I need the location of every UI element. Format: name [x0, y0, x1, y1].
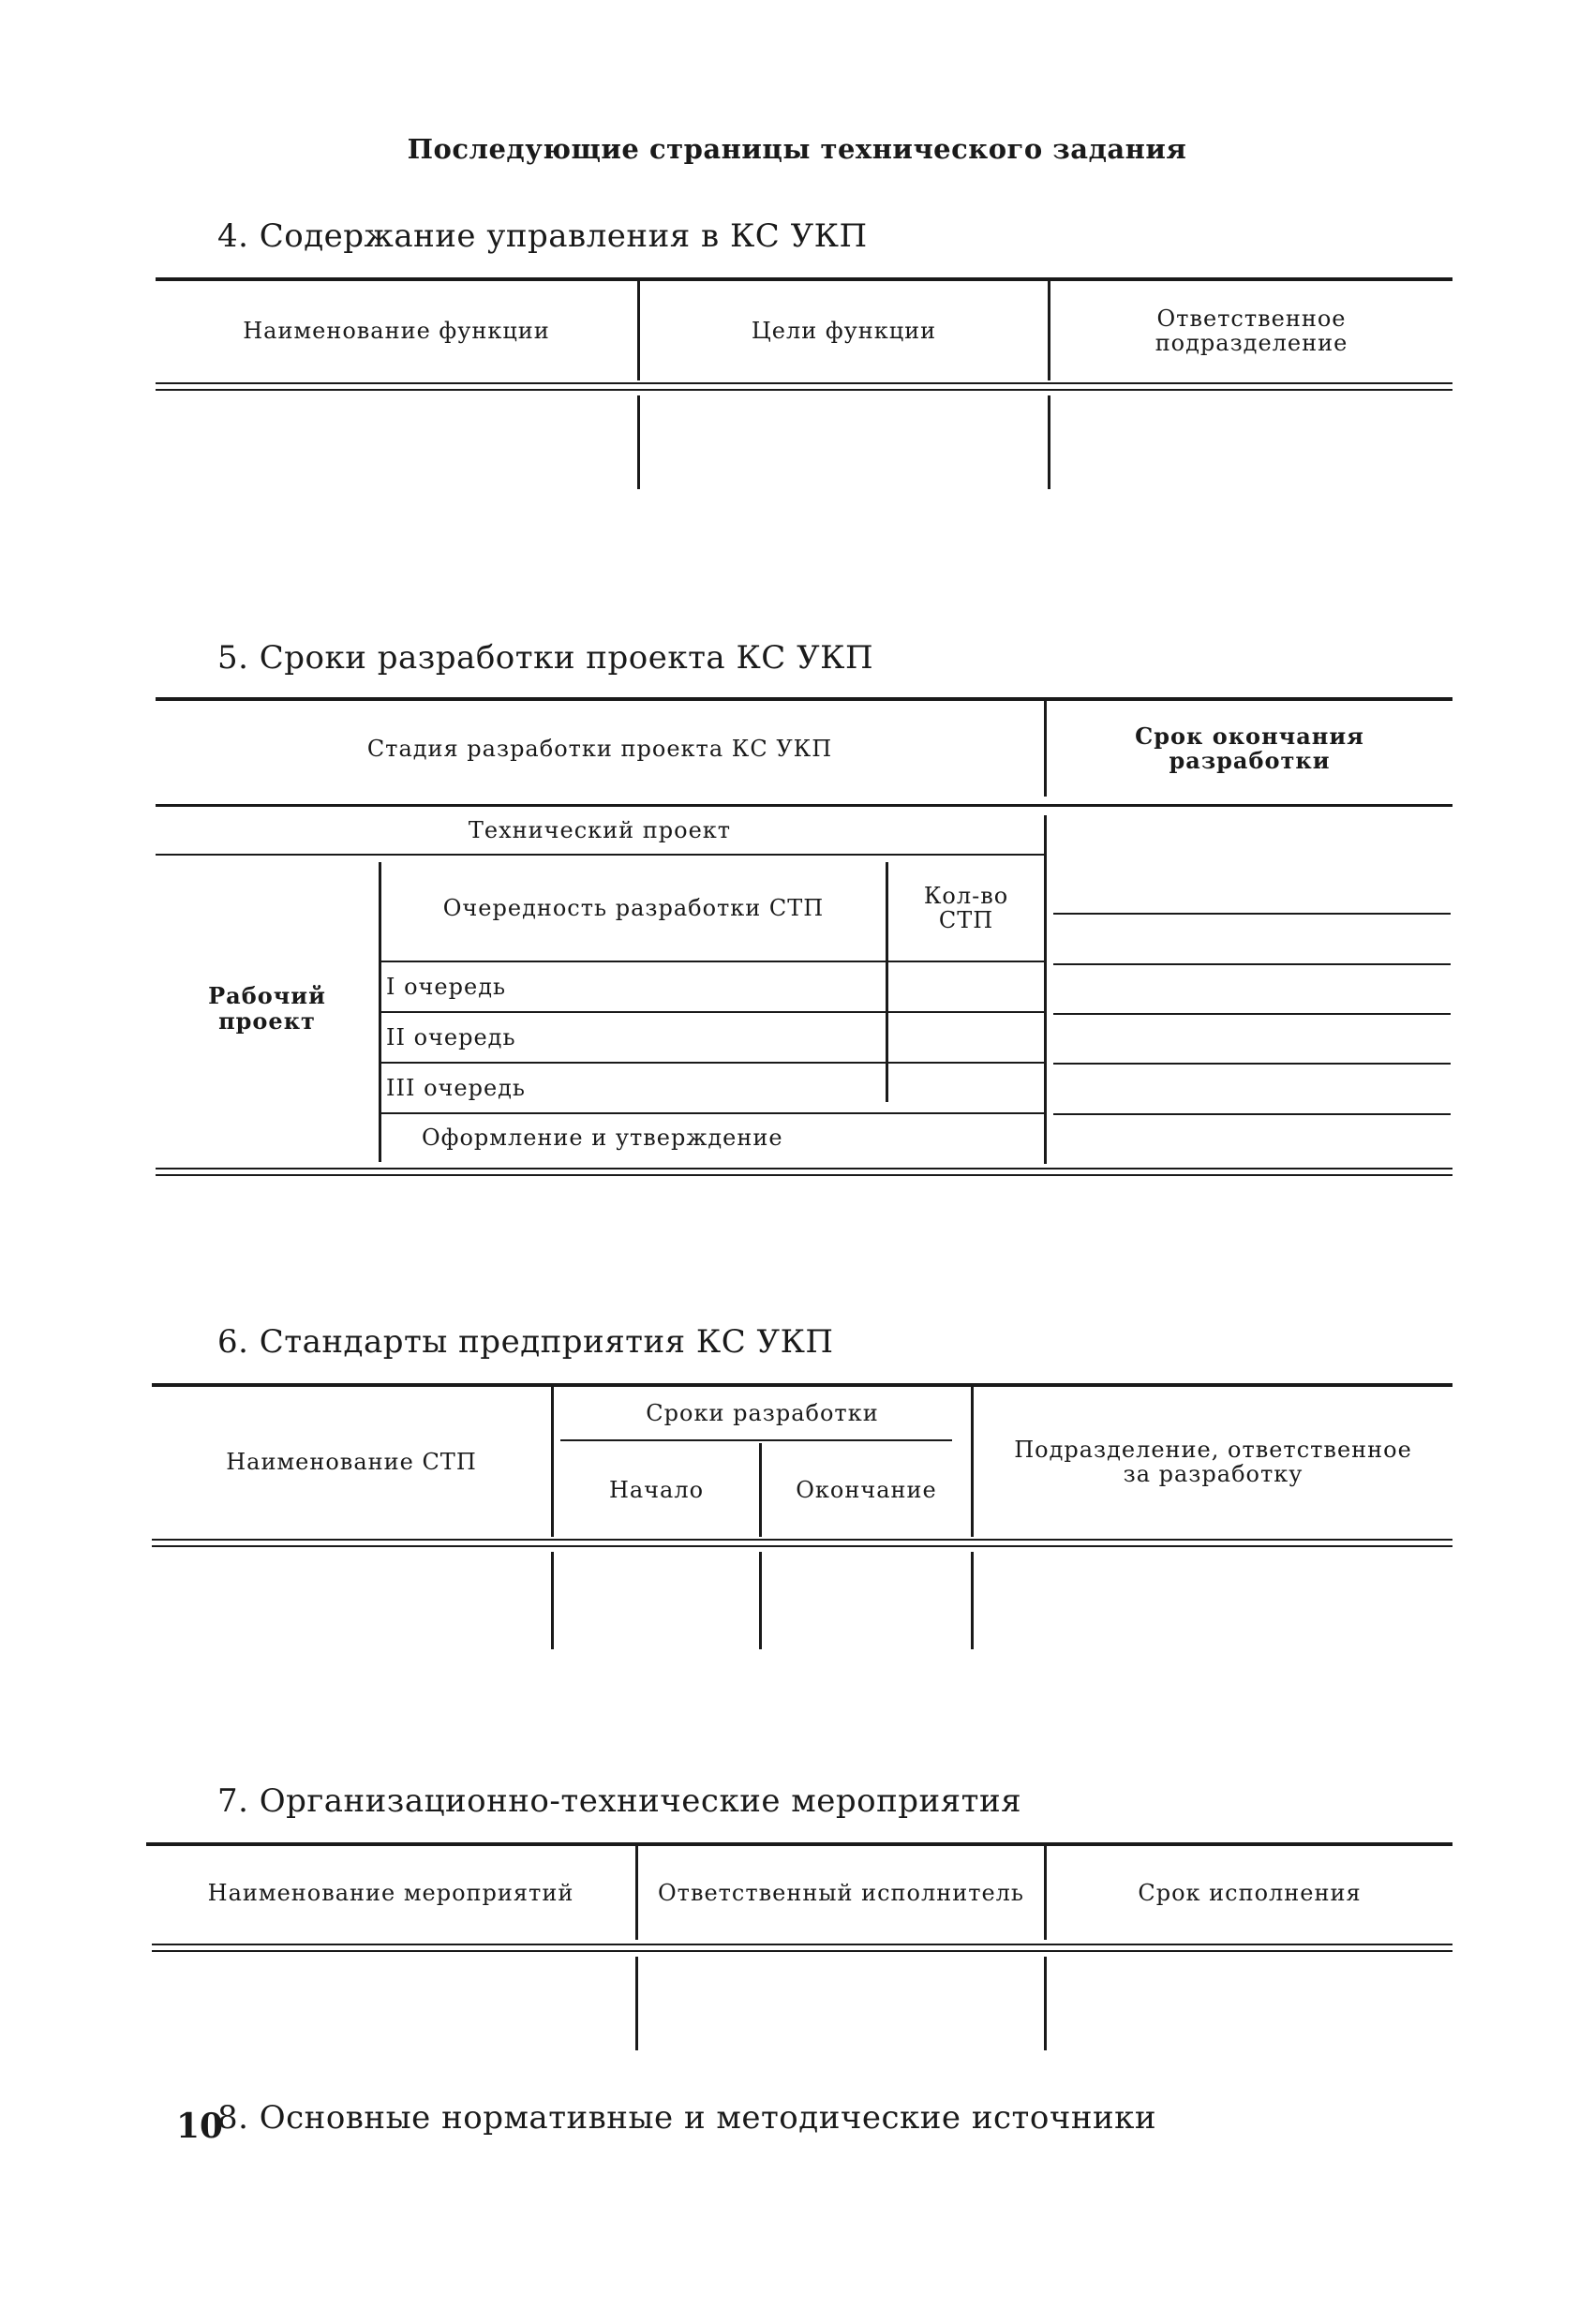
row-finalize: Оформление и утверждение	[422, 1124, 783, 1151]
row-queue-3: III очередь	[386, 1074, 526, 1101]
column-divider	[971, 1552, 974, 1649]
header-line: Ответственное	[1156, 305, 1347, 332]
page-number: 10	[176, 2107, 224, 2146]
header-queue: Очередность разработки СТП	[442, 894, 825, 921]
header-line: Кол-во	[923, 882, 1009, 909]
header-count	[888, 856, 1044, 961]
page-heading: Последующие страницы технического задания	[407, 133, 1187, 165]
header-line: разработки	[1169, 747, 1331, 774]
header-double-rule	[152, 1539, 1452, 1541]
deadline-line	[1053, 963, 1451, 965]
column-divider	[1048, 395, 1050, 489]
header-line: Срок окончания	[1135, 722, 1364, 750]
header-double-rule	[152, 1944, 1452, 1945]
header-function-name: Наименование функции	[243, 317, 550, 344]
header-stage: Стадия разработки проекта КС УКП	[366, 735, 833, 762]
column-divider	[1044, 1957, 1047, 2050]
header-stp-name: Наименование СТП	[226, 1448, 477, 1475]
header-measure-name: Наименование мероприятий	[207, 1879, 574, 1906]
row-queue-2: II очередь	[386, 1023, 516, 1050]
table-bottom-rule	[156, 1174, 1452, 1176]
deadline-line	[1053, 1013, 1451, 1015]
header-double-rule	[156, 389, 1452, 391]
section-6-title: 6. Стандарты предприятия КС УКП	[217, 1323, 834, 1361]
deadline-line	[1053, 1113, 1451, 1115]
header-deadline: Срок исполнения	[1138, 1879, 1362, 1906]
header-line: Подразделение, ответственное	[1014, 1436, 1412, 1463]
deadline-line	[1053, 913, 1451, 915]
header-deadline	[1047, 701, 1452, 797]
header-responsible-dept	[974, 1387, 1452, 1537]
column-divider	[635, 1957, 638, 2050]
table-bottom-rule	[156, 1168, 1452, 1169]
deadline-line	[1053, 1063, 1451, 1065]
header-function-goals: Цели функции	[751, 317, 937, 344]
header-rule	[560, 1439, 952, 1441]
header-double-rule	[152, 1545, 1452, 1547]
label-line: Рабочий	[208, 982, 326, 1010]
label-line: проект	[218, 1006, 316, 1035]
section-5-title: 5. Сроки разработки проекта КС УКП	[217, 639, 874, 677]
header-executor: Ответственный исполнитель	[657, 1879, 1024, 1906]
section-7-title: 7. Организационно-технические мероприятия	[217, 1782, 1022, 1820]
column-divider	[759, 1552, 762, 1649]
header-line: СТП	[938, 907, 994, 933]
working-project-label	[156, 856, 379, 1162]
header-double-rule	[152, 1950, 1452, 1952]
header-start: Начало	[608, 1476, 705, 1503]
header-line: подразделение	[1155, 330, 1348, 356]
row-tech-project: Технический проект	[468, 816, 732, 843]
header-responsible-dept	[1050, 281, 1452, 380]
row-queue-1: I очередь	[386, 973, 507, 1000]
header-dev-terms: Сроки разработки	[646, 1399, 879, 1426]
header-line: за разработку	[1123, 1461, 1304, 1487]
column-divider	[551, 1552, 554, 1649]
section-8-title: 8. Основные нормативные и методические источники	[217, 2099, 1157, 2137]
header-double-rule	[156, 382, 1452, 384]
section-4-title: 4. Содержание управления в КС УКП	[217, 217, 868, 255]
header-end: Окончание	[796, 1476, 937, 1503]
column-divider	[637, 395, 640, 489]
column-divider	[1044, 815, 1047, 1164]
